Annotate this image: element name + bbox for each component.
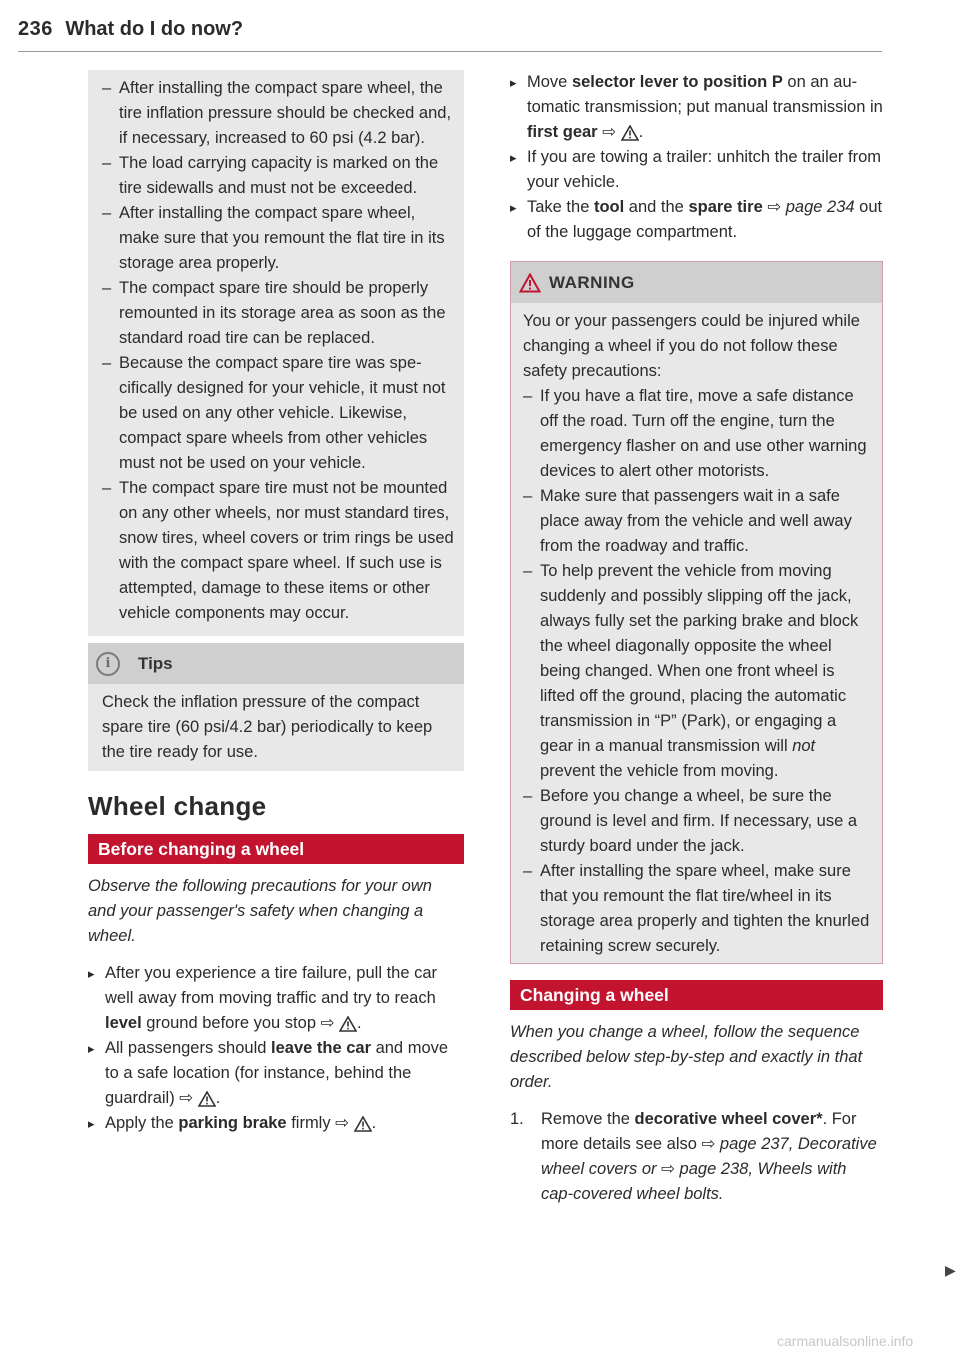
warning-icon (354, 1114, 372, 1132)
warning-intro: You or your passengers could be injured while changing a wheel if you do not follow these safety precautions: (523, 312, 860, 380)
list-item: – To help prevent the vehicle from moving suddenly and possibly slipping off the jack, always fully set the parking brake and block the wheel diagonally opposite the wheel being changed. When one front wheel is lifted off the ground, placing the automatic transmission in “P” (Park), or engaging a gear in a manual transmission will not prevent the vehicle from moving. (523, 559, 872, 784)
wheel-change-heading: Wheel change (88, 791, 267, 821)
list-item: – After installing the compact spare wheel, the tire inflation pressure should be checked and, if necessary, increased to 60 psi (4.2 bar). (102, 76, 454, 151)
warning-icon (339, 1014, 357, 1032)
precaution-steps-continued (510, 70, 883, 245)
step-number: 1. (510, 1110, 524, 1128)
list-item: ▸ All passengers should leave the car and move to a safe location (for instance, behind the guardrail) ⇨ . (88, 1036, 464, 1111)
page-header (18, 18, 882, 41)
list-item: 1. Remove the decorative wheel cover*. For more details see also ⇨ page 237, Decorative wheel covers or ⇨ page 238, Wheels with cap-covered wheel bolts. (510, 1107, 883, 1207)
section-title: What do I do now? (65, 18, 244, 40)
precaution-steps (88, 961, 464, 1136)
tips-header (88, 643, 464, 684)
header-rule (18, 51, 882, 52)
left-column (88, 70, 464, 1136)
list-item: – The load carrying capacity is marked on the tire sidewalls and must not be exceeded. (102, 151, 454, 201)
changing-wheel-intro: When you change a wheel, follow the sequence described below step-by-step and exactly in that order. (510, 1023, 863, 1091)
list-item: – After installing the spare wheel, make sure that you remount the flat tire/wheel in its storage area properly and tighten the knurled retaining screw securely. (523, 859, 872, 959)
warning-list (523, 384, 872, 959)
list-item: – The compact spare tire must not be mounted on any other wheels, nor must standard tires, snow tires, wheel covers or trim rings be used with the compact spare wheel. If such use is attempted, damage to these items or other vehicle components may occur. (102, 476, 454, 626)
continue-arrow-icon: ▶ (945, 1262, 956, 1278)
tips-box (88, 643, 464, 771)
list-item: ▸ Take the tool and the spare tire ⇨ page 234 out of the luggage compartment. (510, 195, 883, 245)
warning-box (510, 261, 883, 964)
changing-steps (510, 1107, 883, 1207)
right-column (510, 70, 883, 1207)
before-changing-bar: Before changing a wheel (88, 834, 464, 864)
list-item: ▸ Apply the parking brake firmly ⇨ . (88, 1111, 464, 1136)
warning-header (511, 262, 882, 303)
list-item: ▸ Move selector lever to position P on an automatic transmission; put manual transmission in first gear ⇨ . (510, 70, 883, 145)
warning-body (511, 303, 882, 963)
tips-title: Tips (138, 653, 173, 673)
list-item: – Make sure that passengers wait in a safe place away from the vehicle and well away from the roadway and traffic. (523, 484, 872, 559)
page-number: 236 (18, 18, 53, 40)
list-item: – Before you change a wheel, be sure the ground is level and firm. If necessary, use a sturdy board under the jack. (523, 784, 872, 859)
changing-wheel-bar: Changing a wheel (510, 980, 883, 1010)
warning-icon (621, 123, 639, 141)
tips-text: Check the inflation pressure of the compact spare tire (60 psi/4.2 bar) periodically to keep the tire ready for use. (88, 684, 464, 771)
list-item: ▸ If you are towing a trailer: unhitch the trailer from your vehicle. (510, 145, 883, 195)
list-item: – If you have a flat tire, move a safe distance off the road. Turn off the engine, turn the emergency flasher on and use other warning devices to alert other motorists. (523, 384, 872, 484)
watermark: carmanualsonline.info (777, 1333, 914, 1349)
before-changing-intro: Observe the following precautions for your own and your passenger's safety when changing a wheel. (88, 877, 432, 945)
compact-spare-list (102, 76, 454, 626)
list-item: – After installing the compact spare wheel, make sure that you remount the flat tire in its storage area properly. (102, 201, 454, 276)
compact-spare-box (88, 70, 464, 636)
list-item: – Because the compact spare tire was specifically designed for your vehicle, it must not be used on any other vehicle. Likewise, compact spare wheels from other vehicles must not be used on your vehicle. (102, 351, 454, 476)
warning-icon (519, 273, 541, 293)
list-item: – The compact spare tire should be properly remounted in its storage area as soon as the standard road tire can be replaced. (102, 276, 454, 351)
warning-title: WARNING (549, 272, 635, 292)
warning-icon (198, 1089, 216, 1107)
list-item: ▸ After you experience a tire failure, pull the car well away from moving traffic and try to reach level ground before you stop ⇨ . (88, 961, 464, 1036)
info-icon: i (96, 652, 120, 676)
page-reference-link[interactable]: page 234 (785, 198, 855, 216)
page-reference-link[interactable]: page 237, Decorative wheel covers or ⇨ page 238, Wheels with cap-covered wheel bolts. (541, 1135, 877, 1203)
